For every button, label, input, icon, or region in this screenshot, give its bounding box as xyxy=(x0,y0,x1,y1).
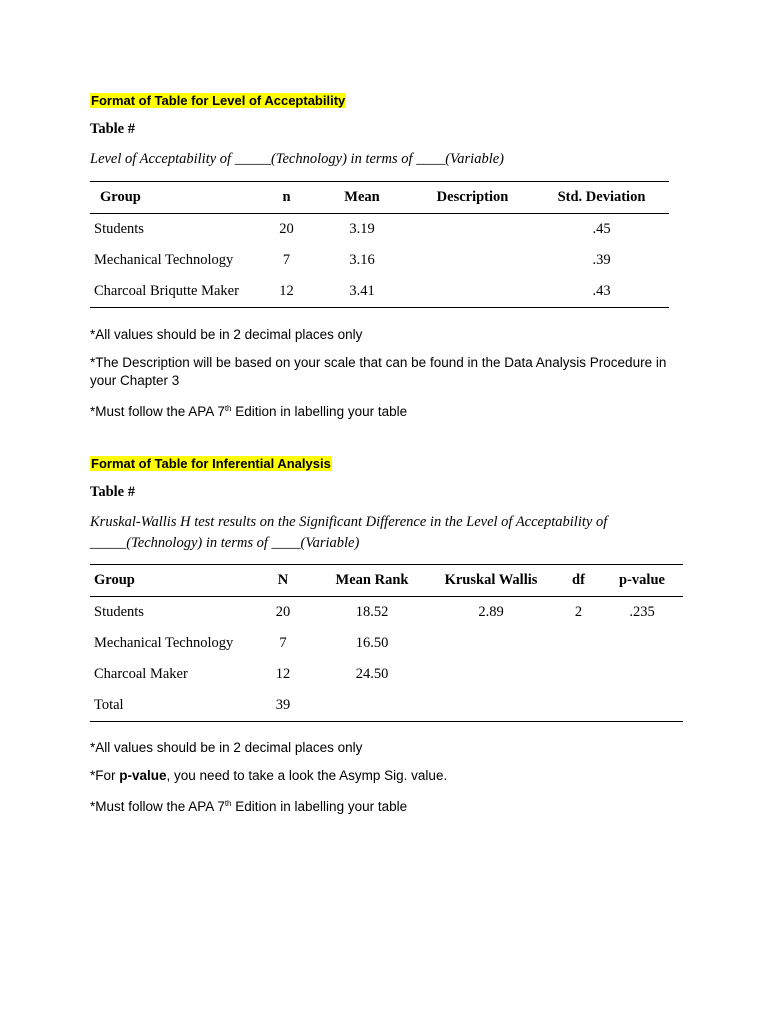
table2-cell-mean-rank: 16.50 xyxy=(355,635,389,651)
table2-header-kruskal-wallis: Kruskal Wallis xyxy=(426,565,556,597)
table2-header-p-value: p-value xyxy=(601,565,683,597)
table2-header-row xyxy=(90,565,683,597)
table1-cell-n: 20 xyxy=(279,221,294,237)
note-apa-text-end: Edition in labelling your table xyxy=(231,404,408,419)
table2-cell-group: Mechanical Technology xyxy=(94,635,234,651)
table-row xyxy=(90,597,683,629)
table1-cell-description xyxy=(411,245,534,276)
table1-cell-n: 7 xyxy=(282,252,291,268)
section2-heading: Format of Table for Inferential Analysis xyxy=(91,456,331,471)
table2-caption-line1: Kruskal-Wallis H test results on the Significant Difference in the Level of Acceptability of xyxy=(90,514,608,530)
table2-cell-kruskal-wallis xyxy=(426,690,556,722)
table2-cell-df xyxy=(556,690,601,722)
table1-cell-n: 12 xyxy=(260,276,313,308)
table1-cell-group: Charcoal Briqutte Maker xyxy=(90,276,260,308)
table-row xyxy=(90,276,669,308)
table2-cell-kruskal-wallis xyxy=(426,628,556,659)
table2-note-decimals: *All values should be in 2 decimal places only xyxy=(90,740,363,755)
table1-cell-mean: 3.41 xyxy=(313,276,411,308)
note-p-value-bold: p-value xyxy=(119,768,167,783)
note-p-value-text: *For xyxy=(90,768,120,783)
table1-caption: Level of Acceptability of _____(Technology) in terms of ____(Variable) xyxy=(90,151,504,167)
table1-cell-group: Mechanical Technology xyxy=(94,252,234,268)
table2-cell-n: 39 xyxy=(248,690,318,722)
table2-cell-mean-rank: 24.50 xyxy=(355,666,389,682)
table1-note-description: *The Description will be based on your scale that can be found in the Data Analysis Procedure in your Chapter 3 xyxy=(90,355,667,388)
table-row xyxy=(90,659,683,690)
table2-caption-line2: _____(Technology) in terms of ____(Variable) xyxy=(90,535,360,551)
table1-cell-mean: 3.16 xyxy=(349,252,375,268)
table2-cell-df xyxy=(556,628,601,659)
table1-cell-std-deviation: .45 xyxy=(592,221,611,237)
note-apa-text: *Must follow the APA 7 xyxy=(90,799,225,814)
table1 xyxy=(90,181,669,308)
table2-header-df: df xyxy=(556,565,601,597)
table1-header-group: Group xyxy=(90,182,260,214)
table2-cell-p-value xyxy=(601,690,683,722)
table-row xyxy=(90,628,683,659)
note-p-value-text-end: , you need to take a look the Asymp Sig. value. xyxy=(166,768,448,783)
table2-cell-p-value xyxy=(601,628,683,659)
table1-note-decimals: *All values should be in 2 decimal places only xyxy=(90,327,363,342)
table-row xyxy=(90,245,669,276)
table1-note-apa xyxy=(90,400,680,421)
table2-cell-df: 2 xyxy=(574,604,583,620)
section1-heading: Format of Table for Level of Acceptability xyxy=(91,93,346,108)
note-apa-superscript: th xyxy=(224,799,232,808)
table2-cell-n: 7 xyxy=(279,635,287,651)
table2-number: Table # xyxy=(90,484,135,500)
table2-cell-n: 12 xyxy=(275,666,291,682)
table1-header-mean: Mean xyxy=(313,182,411,214)
table2-cell-group: Total xyxy=(90,690,248,722)
table2-cell-mean-rank: 18.52 xyxy=(355,604,389,620)
table1-cell-group: Students xyxy=(94,221,144,237)
table2-note-p-value xyxy=(90,767,680,785)
table-row xyxy=(90,214,669,246)
note-apa-text-end: Edition in labelling your table xyxy=(231,799,408,814)
table2-cell-df xyxy=(556,659,601,690)
table2-cell-group: Students xyxy=(94,604,144,620)
table2 xyxy=(90,564,683,722)
note-apa-superscript: th xyxy=(224,404,232,413)
table2-cell-group: Charcoal Maker xyxy=(94,666,188,682)
table-row xyxy=(90,690,683,722)
table2-note-apa xyxy=(90,795,680,816)
table1-cell-description xyxy=(411,276,534,308)
table2-cell-kruskal-wallis xyxy=(426,659,556,690)
table1-cell-mean: 3.19 xyxy=(349,221,375,237)
table1-cell-std-deviation: .43 xyxy=(534,276,669,308)
table1-cell-description xyxy=(411,214,534,246)
table2-header-n: N xyxy=(248,565,318,597)
table1-header-n: n xyxy=(260,182,313,214)
table2-cell-p-value: .235 xyxy=(629,604,655,620)
note-apa-text: *Must follow the APA 7 xyxy=(90,404,225,419)
table2-header-group: Group xyxy=(90,565,248,597)
table2-cell-n: 20 xyxy=(275,604,291,620)
table2-cell-p-value xyxy=(601,659,683,690)
table1-header-description: Description xyxy=(411,182,534,214)
table1-header-row xyxy=(90,182,669,214)
table2-cell-kruskal-wallis: 2.89 xyxy=(478,604,504,620)
table2-cell-mean-rank xyxy=(318,690,426,722)
table1-header-std-deviation: Std. Deviation xyxy=(534,182,669,214)
table1-cell-std-deviation: .39 xyxy=(592,252,611,268)
table1-number: Table # xyxy=(90,121,135,137)
table2-header-mean-rank: Mean Rank xyxy=(318,565,426,597)
